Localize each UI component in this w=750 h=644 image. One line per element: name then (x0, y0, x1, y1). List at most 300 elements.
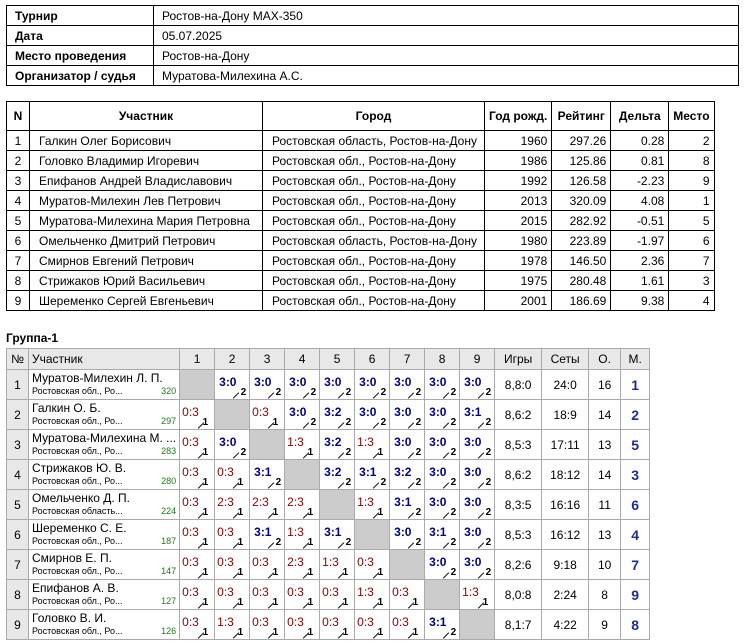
match-cell (460, 580, 495, 610)
games-cell: 8,6:2 (495, 460, 542, 490)
match-cell (320, 550, 355, 580)
place-cell: 7 (621, 550, 650, 580)
match-points: 2 (380, 477, 387, 488)
participant-cell: 1992 (485, 171, 552, 191)
separator (478, 452, 484, 458)
points-cell: 13 (589, 520, 621, 550)
separator (443, 452, 449, 458)
place-cell: 5 (621, 430, 650, 460)
match-score: 0:3 (217, 585, 234, 599)
participant-cell: -2.23 (611, 171, 669, 191)
match-points: 2 (240, 387, 247, 398)
match-points: 2 (450, 417, 457, 428)
participant-cell: 146.50 (552, 251, 611, 271)
match-points: 1 (202, 567, 209, 578)
match-points: 1 (377, 597, 384, 608)
match-cell (355, 460, 390, 490)
match-points: 2 (450, 447, 457, 458)
place-cell: 1 (621, 370, 650, 400)
player-name: Смирнов Е. П. (32, 551, 112, 565)
separator (303, 392, 309, 398)
match-cell (355, 580, 390, 610)
separator (408, 452, 414, 458)
participants-header: Город (263, 102, 485, 131)
separator (338, 542, 344, 548)
match-points: 1 (272, 507, 279, 518)
match-cell (390, 490, 425, 520)
separator (268, 542, 274, 548)
match-score: 0:3 (182, 435, 199, 449)
row-number: 2 (7, 400, 29, 430)
info-value: Ростов-на-Дону (154, 46, 739, 66)
info-row (7, 46, 739, 66)
match-score: 3:1 (254, 465, 272, 479)
participant-cell: Ростовская обл., Ростов-на-Дону (263, 191, 485, 211)
match-points: 2 (485, 447, 492, 458)
match-points: 1 (307, 537, 314, 548)
match-score: 1:3 (462, 585, 479, 599)
match-points: 2 (450, 387, 457, 398)
match-score: 3:0 (394, 375, 412, 389)
player-cell (29, 550, 180, 580)
match-score: 3:0 (429, 465, 447, 479)
match-score: 3:0 (464, 375, 482, 389)
participant-cell: 4 (669, 291, 714, 311)
separator (443, 542, 449, 548)
match-score: 0:3 (252, 615, 269, 629)
participants-header: N (7, 102, 30, 131)
match-cell (250, 550, 285, 580)
participant-cell: 282.92 (552, 211, 611, 231)
match-points: 2 (485, 387, 492, 398)
info-key: Турнир (7, 6, 154, 26)
group-row (7, 430, 650, 460)
match-score: 0:3 (182, 585, 199, 599)
match-cell (285, 430, 320, 460)
participant-cell: 2 (7, 151, 30, 171)
place-cell: 3 (621, 460, 650, 490)
separator (408, 482, 414, 488)
player-rating: 297 (161, 416, 177, 426)
info-key: Место проведения (7, 46, 154, 66)
participant-cell: 3 (669, 271, 714, 291)
match-points: 1 (237, 567, 244, 578)
group-row (7, 460, 650, 490)
player-rating: 127 (161, 596, 177, 606)
match-points: 2 (485, 417, 492, 428)
match-score: 0:3 (322, 615, 339, 629)
match-cell (425, 520, 460, 550)
match-score: 0:3 (357, 615, 374, 629)
match-cell (250, 370, 285, 400)
games-cell: 8,5:3 (495, 430, 542, 460)
participant-cell: 9 (669, 171, 714, 191)
separator (478, 422, 484, 428)
participant-cell: 8 (7, 271, 30, 291)
match-cell (460, 430, 495, 460)
match-cell (390, 610, 425, 640)
match-points: 1 (307, 567, 314, 578)
row-number: 8 (7, 580, 29, 610)
separator (408, 542, 414, 548)
row-number: 3 (7, 430, 29, 460)
match-score: 3:0 (429, 405, 447, 419)
tournament-info-table (6, 5, 739, 86)
match-cell (180, 550, 215, 580)
grid-header-col: 5 (320, 349, 355, 370)
match-cell (355, 550, 390, 580)
group-row (7, 610, 650, 640)
match-cell (425, 400, 460, 430)
grid-header-place: М. (621, 349, 650, 370)
participant-cell: 4 (7, 191, 30, 211)
player-city: Ростовская обл., Ро... (32, 536, 123, 546)
participant-cell: 223.89 (552, 231, 611, 251)
participant-cell: Ростовская обл., Ростов-на-Дону (263, 211, 485, 231)
match-points: 2 (415, 387, 422, 398)
grid-header-num: № (7, 349, 29, 370)
match-cell (215, 460, 250, 490)
match-cell (320, 460, 355, 490)
row-number: 9 (7, 610, 29, 640)
player-name: Муратов-Милехин Л. П. (32, 371, 163, 385)
match-points: 1 (237, 507, 244, 518)
participant-cell: 7 (7, 251, 30, 271)
match-points: 1 (202, 597, 209, 608)
info-value: Ростов-на-Дону MAX-350 (154, 6, 739, 26)
separator (478, 572, 484, 578)
player-city: Ростовская обл., Ро... (32, 626, 123, 636)
match-points: 2 (450, 627, 457, 638)
match-score: 0:3 (182, 555, 199, 569)
participant-cell: 7 (669, 251, 714, 271)
points-cell: 16 (589, 370, 621, 400)
match-points: 2 (415, 537, 422, 548)
match-points: 1 (342, 597, 349, 608)
separator (443, 512, 449, 518)
info-row (7, 26, 739, 46)
player-name: Омельченко Д. П. (32, 491, 131, 505)
place-cell: 6 (621, 490, 650, 520)
match-cell (285, 610, 320, 640)
player-city: Ростовская обл., Ро... (32, 596, 123, 606)
match-points: 2 (450, 537, 457, 548)
match-points: 1 (202, 627, 209, 638)
player-cell (29, 370, 180, 400)
match-cell (180, 610, 215, 640)
match-score: 0:3 (182, 405, 199, 419)
match-score: 3:0 (254, 375, 272, 389)
participant-cell: 125.86 (552, 151, 611, 171)
points-cell: 13 (589, 430, 621, 460)
match-score: 1:3 (357, 495, 374, 509)
games-cell: 8,2:6 (495, 550, 542, 580)
match-points: 2 (450, 567, 457, 578)
points-cell: 9 (589, 610, 621, 640)
group-row (7, 400, 650, 430)
participant-cell: Ростовская обл., Ростов-на-Дону (263, 151, 485, 171)
participant-cell: Ростовская область, Ростов-на-Дону (263, 231, 485, 251)
match-cell (285, 370, 320, 400)
match-score: 0:3 (182, 465, 199, 479)
match-cell (390, 580, 425, 610)
player-rating: 147 (161, 566, 177, 576)
participant-cell: Муратов-Милехин Лев Петрович (30, 191, 263, 211)
participant-cell: 9 (7, 291, 30, 311)
participant-cell: -0.51 (611, 211, 669, 231)
match-score: 3:1 (324, 525, 342, 539)
match-points: 2 (485, 567, 492, 578)
match-score: 3:0 (219, 375, 237, 389)
diagonal-cell (320, 490, 355, 520)
diagonal-cell (285, 460, 320, 490)
separator (478, 542, 484, 548)
participant-cell: 8 (669, 151, 714, 171)
match-score: 0:3 (322, 585, 339, 599)
match-score: 3:0 (464, 435, 482, 449)
match-cell (320, 400, 355, 430)
match-score: 3:0 (394, 525, 412, 539)
match-cell (355, 400, 390, 430)
match-score: 3:0 (394, 435, 412, 449)
player-rating: 224 (161, 506, 177, 516)
participant-cell: Ростовская обл., Ростов-на-Дону (263, 271, 485, 291)
match-points: 2 (345, 417, 352, 428)
match-points: 2 (380, 387, 387, 398)
player-cell (29, 520, 180, 550)
match-cell (425, 430, 460, 460)
match-score: 3:0 (289, 405, 307, 419)
match-score: 3:2 (324, 405, 342, 419)
player-name: Епифанов А. В. (32, 581, 119, 595)
player-name: Муратова-Милехина М. ... (32, 431, 177, 445)
player-rating: 126 (161, 626, 177, 636)
match-cell (180, 460, 215, 490)
match-cell (390, 400, 425, 430)
match-cell (425, 610, 460, 640)
games-cell: 8,1:7 (495, 610, 542, 640)
match-points: 1 (482, 597, 489, 608)
participant-cell: Галкин Олег Борисович (30, 131, 263, 151)
grid-header-points: О. (589, 349, 621, 370)
match-score: 2:3 (287, 555, 304, 569)
match-points: 1 (307, 627, 314, 638)
grid-header-col: 7 (390, 349, 425, 370)
match-score: 0:3 (217, 465, 234, 479)
player-cell (29, 490, 180, 520)
match-cell (425, 550, 460, 580)
player-cell (29, 580, 180, 610)
sets-cell: 18:9 (542, 400, 589, 430)
match-points: 2 (310, 387, 317, 398)
player-cell (29, 610, 180, 640)
participant-row (7, 191, 715, 211)
match-score: 0:3 (252, 405, 269, 419)
match-cell (215, 490, 250, 520)
match-points: 1 (307, 597, 314, 608)
participant-cell: Смирнов Евгений Петрович (30, 251, 263, 271)
separator (443, 392, 449, 398)
participant-cell: 2001 (485, 291, 552, 311)
participant-cell: 0.81 (611, 151, 669, 171)
separator (303, 422, 309, 428)
player-name: Шеременко С. Е. (32, 521, 127, 535)
group-row (7, 370, 650, 400)
grid-header-col: 9 (460, 349, 495, 370)
player-info (32, 505, 176, 517)
match-cell (355, 430, 390, 460)
match-points: 1 (377, 567, 384, 578)
participant-cell: 2013 (485, 191, 552, 211)
sets-cell: 16:12 (542, 520, 589, 550)
player-name: Галкин О. Б. (32, 401, 101, 415)
match-points: 1 (202, 507, 209, 518)
group-row (7, 520, 650, 550)
match-points: 1 (272, 597, 279, 608)
match-points: 1 (412, 627, 419, 638)
match-points: 2 (415, 417, 422, 428)
participant-row (7, 251, 715, 271)
match-score: 3:0 (324, 375, 342, 389)
participant-cell: Ростовская область, Ростов-на-Дону (263, 131, 485, 151)
diagonal-cell (215, 400, 250, 430)
separator (478, 512, 484, 518)
row-number: 5 (7, 490, 29, 520)
separator (443, 482, 449, 488)
player-rating: 283 (161, 446, 177, 456)
match-points: 1 (272, 567, 279, 578)
match-cell (250, 580, 285, 610)
match-points: 2 (275, 387, 282, 398)
participant-cell: 4.08 (611, 191, 669, 211)
match-cell (285, 550, 320, 580)
row-number: 7 (7, 550, 29, 580)
sets-cell: 18:12 (542, 460, 589, 490)
sets-cell: 16:16 (542, 490, 589, 520)
match-points: 1 (237, 477, 244, 488)
player-city: Ростовская обл., Ро... (32, 386, 123, 396)
match-points: 2 (345, 477, 352, 488)
participant-cell: Ростовская обл., Ростов-на-Дону (263, 291, 485, 311)
match-points: 2 (485, 507, 492, 518)
participant-cell: Ростовская обл., Ростов-на-Дону (263, 171, 485, 191)
participants-header: Рейтинг (552, 102, 611, 131)
player-city: Ростовская обл., Ро... (32, 476, 123, 486)
match-score: 3:0 (289, 375, 307, 389)
match-score: 3:1 (429, 615, 447, 629)
points-cell: 14 (589, 400, 621, 430)
match-cell (180, 400, 215, 430)
participant-cell: 2015 (485, 211, 552, 231)
match-cell (320, 430, 355, 460)
separator (338, 452, 344, 458)
match-cell (460, 370, 495, 400)
player-city: Ростовская обл., Ро... (32, 446, 123, 456)
match-cell (180, 580, 215, 610)
points-cell: 11 (589, 490, 621, 520)
match-points: 1 (202, 417, 209, 428)
separator (478, 482, 484, 488)
match-cell (215, 370, 250, 400)
group-row (7, 550, 650, 580)
match-points: 1 (342, 627, 349, 638)
match-points: 1 (202, 537, 209, 548)
match-points: 2 (345, 387, 352, 398)
sets-cell: 2:24 (542, 580, 589, 610)
match-cell (355, 370, 390, 400)
match-score: 0:3 (287, 615, 304, 629)
match-score: 1:3 (322, 555, 339, 569)
match-cell (180, 430, 215, 460)
player-info (32, 385, 176, 397)
points-cell: 8 (589, 580, 621, 610)
participant-cell: 1 (669, 191, 714, 211)
player-rating: 320 (161, 386, 177, 396)
match-score: 3:0 (464, 555, 482, 569)
participant-cell: -1.97 (611, 231, 669, 251)
match-score: 0:3 (357, 555, 374, 569)
match-points: 2 (240, 447, 247, 458)
row-number: 4 (7, 460, 29, 490)
diagonal-cell (425, 580, 460, 610)
player-info (32, 415, 176, 427)
match-cell (250, 610, 285, 640)
match-score: 3:1 (359, 465, 377, 479)
participant-cell: Омельченко Дмитрий Петрович (30, 231, 263, 251)
match-cell (390, 370, 425, 400)
place-cell: 2 (621, 400, 650, 430)
separator (268, 392, 274, 398)
separator (408, 422, 414, 428)
player-info (32, 565, 176, 577)
match-cell (425, 370, 460, 400)
match-score: 3:1 (464, 405, 482, 419)
row-number: 6 (7, 520, 29, 550)
participants-header: Дельта (611, 102, 669, 131)
separator (268, 482, 274, 488)
match-score: 3:0 (464, 495, 482, 509)
group-crosstable (6, 348, 650, 640)
participant-cell: 5 (669, 211, 714, 231)
player-cell (29, 460, 180, 490)
match-score: 3:0 (219, 435, 237, 449)
separator (338, 422, 344, 428)
participants-table (6, 101, 715, 311)
separator (443, 422, 449, 428)
match-cell (460, 520, 495, 550)
match-score: 3:0 (464, 465, 482, 479)
separator (478, 392, 484, 398)
match-points: 1 (237, 537, 244, 548)
points-cell: 14 (589, 460, 621, 490)
match-points: 2 (415, 447, 422, 458)
participant-row (7, 171, 715, 191)
diagonal-cell (250, 430, 285, 460)
info-key: Дата (7, 26, 154, 46)
match-points: 2 (450, 477, 457, 488)
match-score: 3:2 (324, 435, 342, 449)
match-score: 0:3 (182, 525, 199, 539)
match-points: 2 (415, 507, 422, 518)
match-score: 0:3 (217, 525, 234, 539)
grid-header-player: Участник (29, 349, 180, 370)
match-score: 3:1 (394, 495, 412, 509)
grid-header-col: 2 (215, 349, 250, 370)
match-score: 2:3 (217, 495, 234, 509)
participant-cell: 3 (7, 171, 30, 191)
participant-row (7, 291, 715, 311)
match-score: 3:2 (324, 465, 342, 479)
